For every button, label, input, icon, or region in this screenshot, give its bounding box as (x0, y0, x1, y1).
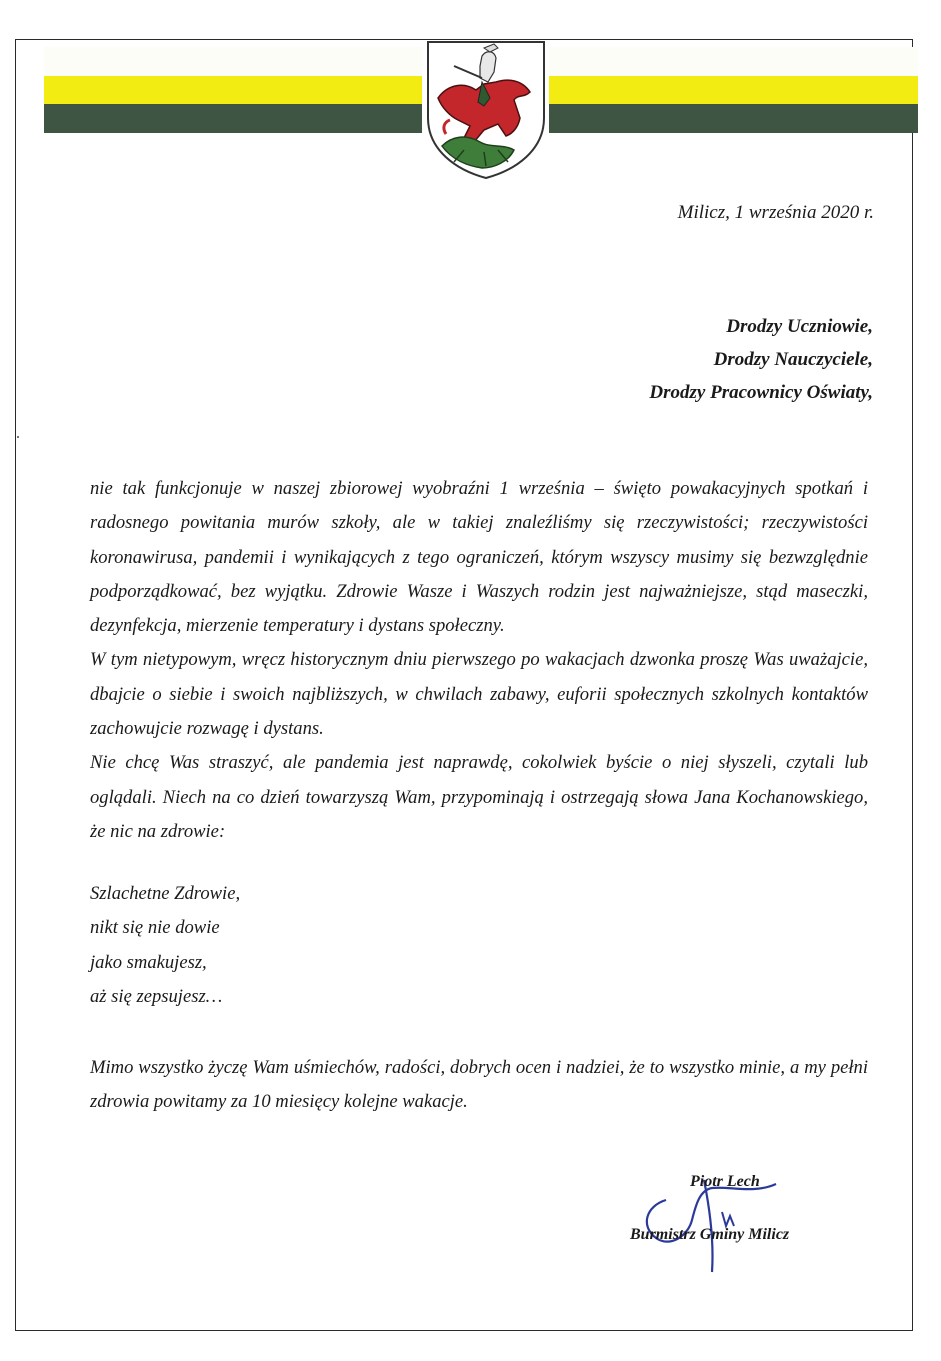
signatory-title: Burmistrz Gminy Milicz (630, 1226, 790, 1243)
flag-stripe-yellow-left (44, 76, 422, 105)
body-paragraph: W tym nietypowym, wręcz historycznym dniu pierwszego po wakacjach dzwonka proszę Was uważajcie, dbajcie o siebie i swoich najbliższych, w chwilach zabawy, euforii społecznych szkolnych kontaktów zachowujcie rozwagę i dystans. (90, 649, 868, 740)
letter-body (90, 472, 868, 849)
closing-paragraph-block (90, 1051, 868, 1120)
body-paragraph: Nie chcę Was straszyć, ale pandemia jest naprawdę, cokolwiek byście o niej słyszeli, czytali lub oglądali. Niech na co dzień towarzyszą Wam, przypominają i ostrzegają słowa Jana Kochanowskiego, że nic na zdrowie: (90, 752, 868, 842)
signatory-name: Piotr Lech (690, 1173, 760, 1190)
coat-of-arms-icon (424, 38, 548, 180)
closing-paragraph: Mimo wszystko życzę Wam uśmiechów, radości, dobrych ocen i nadziei, że to wszystko minie, a my pełni zdrowia powitamy za 10 miesięcy kolejne wakacje. (90, 1057, 868, 1113)
salutation-line: Drodzy Pracownicy Oświaty, (649, 382, 873, 403)
poem-line: jako smakujesz, (90, 951, 207, 973)
margin-dot (17, 436, 19, 438)
letter-date: Milicz, 1 września 2020 r. (677, 202, 874, 223)
salutation-block (649, 310, 873, 409)
flag-stripe-green-left (44, 104, 422, 133)
poem-line: Szlachetne Zdrowie, (90, 883, 241, 904)
poem-line: nikt się nie dowie (90, 917, 220, 939)
body-paragraph: nie tak funkcjonuje w naszej zbiorowej wyobraźni 1 września – święto powakacyjnych spotkań i radosnego powitania murów szkoły, ale w takiej znaleźliśmy się rzeczywistości; rzeczywistości koronawirusa, pandemii i wynikających z tego ograniczeń, którym wszyscy musimy się bezwzględnie podporządkować, bez wyjątku. Zdrowie Wasze i Waszych rodzin jest najważniejsze, stąd maseczki, dezynfekcja, mierzenie temperatury i dystans społeczny. (90, 478, 868, 637)
poem-line: aż się zepsujesz… (90, 985, 223, 1007)
poem-quote (90, 877, 240, 1014)
salutation-line: Drodzy Uczniowie, (726, 316, 873, 337)
flag-stripe-white-right (549, 47, 918, 76)
salutation-line: Drodzy Nauczyciele, (713, 349, 873, 370)
flag-stripe-yellow-right (549, 76, 918, 105)
flag-stripe-green-right (549, 104, 918, 133)
flag-stripe-white-left (44, 47, 422, 76)
